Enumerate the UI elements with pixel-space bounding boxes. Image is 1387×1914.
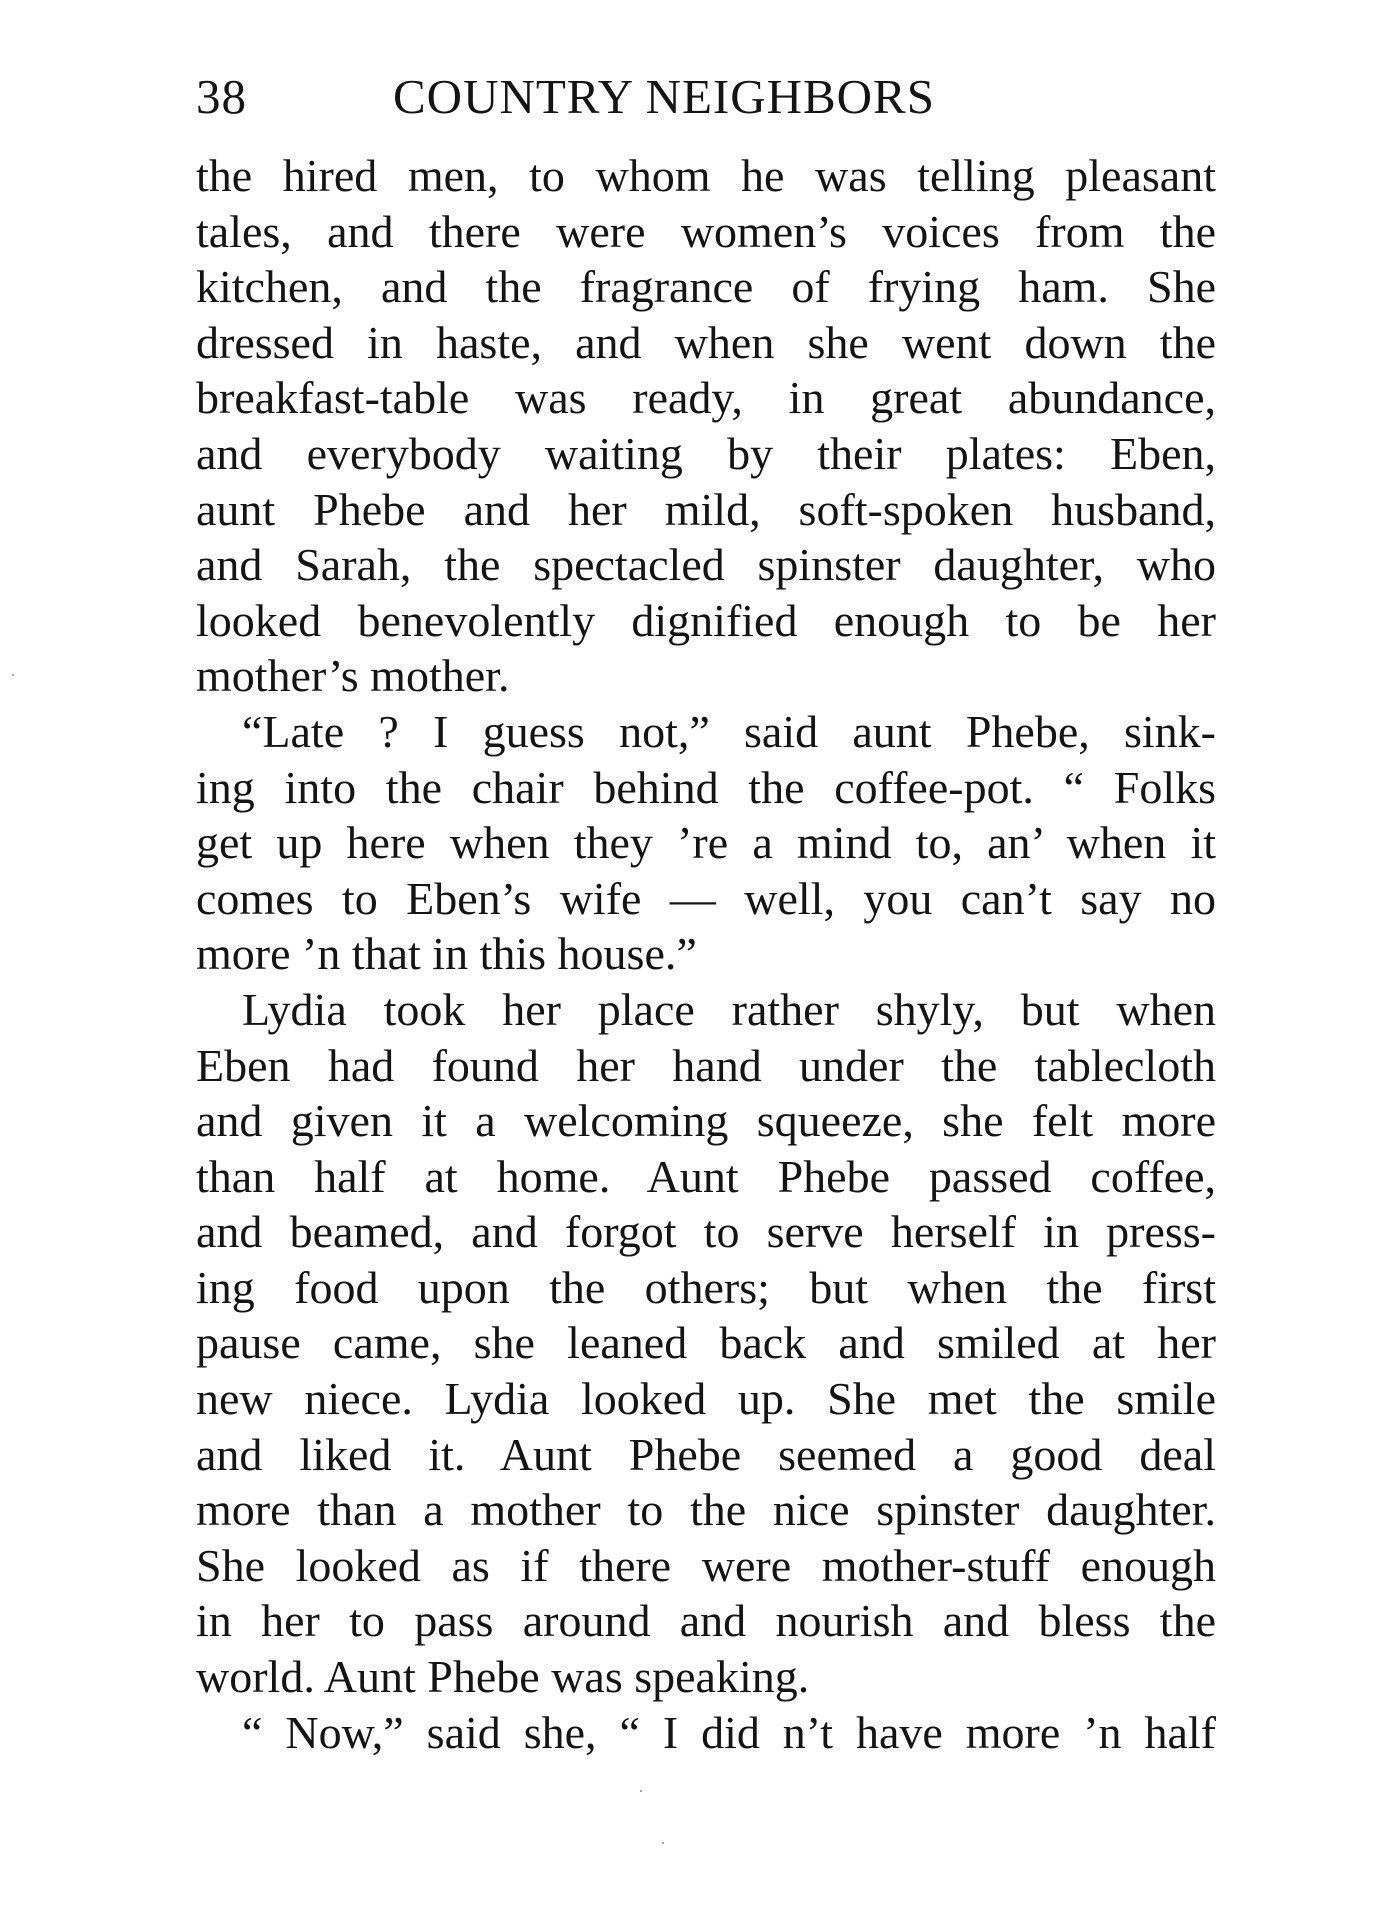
text-line: ing into the chair behind the coffee-pot. “ Folks (196, 761, 1216, 813)
text-line: than half at home. Aunt Phebe passed coffee, (196, 1150, 1216, 1202)
running-title: COUNTRY NEIGHBORS (393, 69, 935, 124)
text-line: and given it a welcoming squeeze, she felt more (196, 1095, 1216, 1147)
text-line: kitchen, and the fragrance of frying ham. She (196, 261, 1216, 313)
page-header (196, 62, 1216, 132)
text-line: breakfast-table was ready, in great abundance, (196, 372, 1216, 424)
text-line: more ’n that in this house.” (196, 928, 697, 980)
text-line: mother’s mother. (196, 650, 510, 702)
text-line: and everybody waiting by their plates: Eben, (196, 427, 1216, 479)
text-line: tales, and there were women’s voices from the (196, 205, 1216, 257)
text-line: “ Now,” said she, “ I did n’t have more ’n half (242, 1706, 1216, 1758)
text-line: Lydia took her place rather shyly, but when (242, 983, 1216, 1035)
text-line: pause came, she leaned back and smiled at her (196, 1317, 1216, 1369)
text-line: more than a mother to the nice spinster daughter. (196, 1484, 1216, 1536)
text-line: comes to Eben’s wife — well, you can’t say no (196, 872, 1216, 924)
text-line: ing food upon the others; but when the first (196, 1261, 1216, 1313)
text-line: looked benevolently dignified enough to be her (196, 594, 1216, 646)
print-speck (12, 674, 14, 676)
text-line: and beamed, and forgot to serve herself in press- (196, 1206, 1216, 1258)
text-line: “Late ? I guess not,” said aunt Phebe, sink- (242, 705, 1216, 757)
body-text (196, 148, 1216, 1760)
text-line: the hired men, to whom he was telling pleasant (196, 150, 1216, 201)
text-line: in her to pass around and nourish and bless the (196, 1595, 1216, 1647)
text-line: aunt Phebe and her mild, soft-spoken husband, (196, 483, 1216, 535)
text-line: and liked it. Aunt Phebe seemed a good deal (196, 1428, 1216, 1480)
text-line: She looked as if there were mother-stuff enough (196, 1539, 1216, 1591)
text-line: new niece. Lydia looked up. She met the smile (196, 1373, 1216, 1425)
text-line: get up here when they ’re a mind to, an’ when it (196, 817, 1216, 869)
print-speck (662, 1842, 664, 1844)
page-number: 38 (196, 69, 247, 124)
print-speck (640, 1790, 642, 1792)
text-line: and Sarah, the spectacled spinster daughter, who (196, 539, 1216, 591)
text-line: Eben had found her hand under the tablecloth (196, 1039, 1216, 1091)
text-line: world. Aunt Phebe was speaking. (196, 1651, 810, 1703)
text-line: dressed in haste, and when she went down the (196, 316, 1216, 368)
